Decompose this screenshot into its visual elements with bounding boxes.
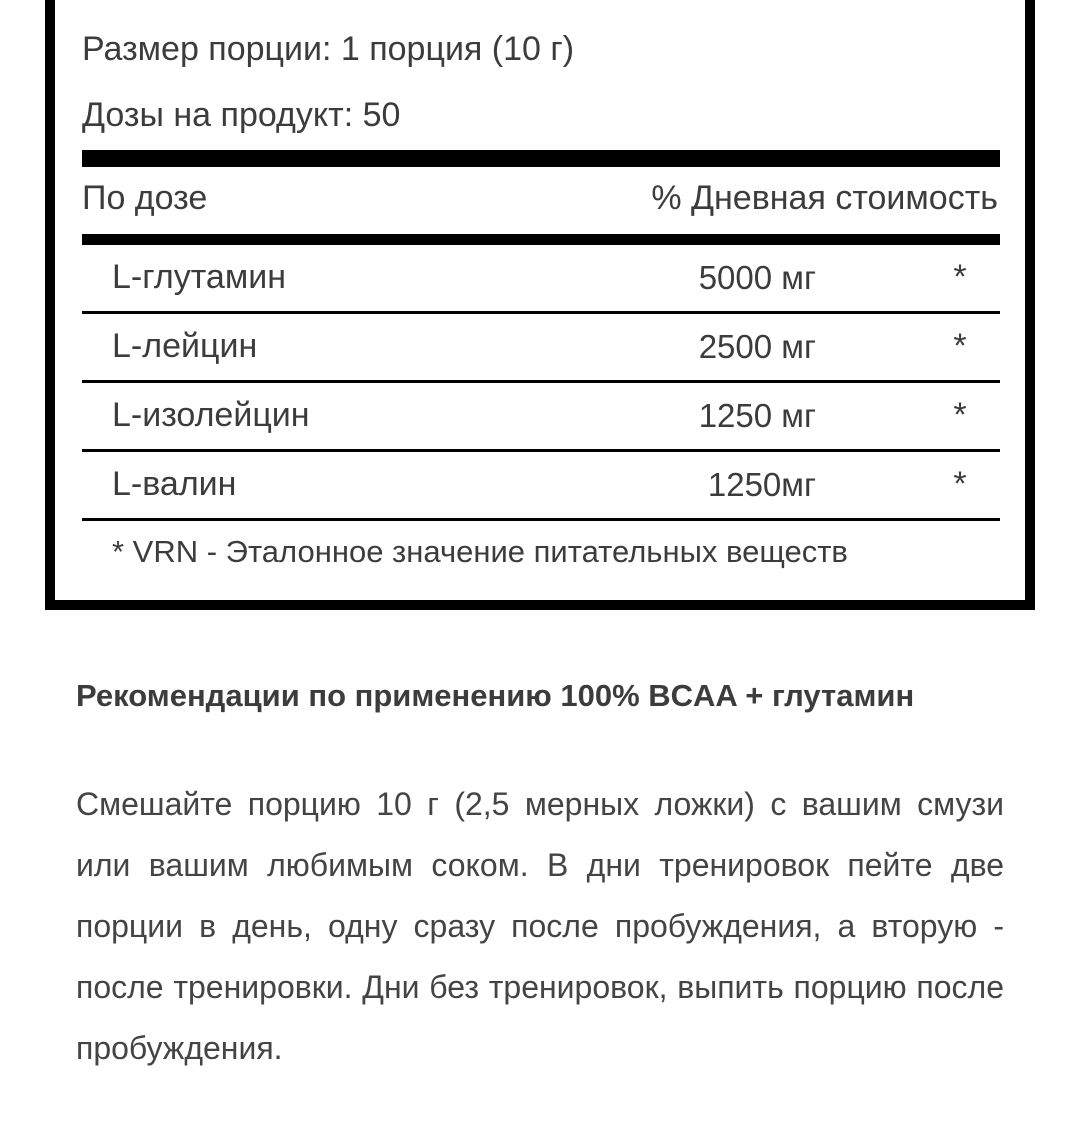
column-header-per-serving: По дозе: [82, 179, 208, 217]
nutrient-amount-glutamine: 5000 мг: [698, 259, 816, 296]
thick-divider: [82, 150, 1000, 167]
recommendations-title: Рекомендации по применению 100% BCAA + глутамин: [76, 678, 915, 713]
nutrient-dv-leucine: *: [953, 327, 967, 365]
recommendations-text: Смешайте порцию 10 г (2,5 мерных ложки) с вашим смузи или вашим любимым соком. В дни тренировок пейте две порции в день, одну сразу после пробуждения, а вторую - после тренировки. Дни без тренировок, выпить порцию после пробуждения.: [76, 786, 1004, 1066]
row-divider: [82, 449, 1000, 452]
nutrient-dv-valine: *: [953, 465, 967, 503]
footnote: * VRN - Эталонное значение питательных веществ: [112, 534, 848, 569]
row-divider: [82, 518, 1000, 521]
nutrient-name-isoleucine: L-изолейцин: [112, 396, 310, 434]
header-divider: [82, 234, 1000, 245]
nutrient-name-glutamine: L-глутамин: [112, 258, 286, 296]
row-divider: [82, 380, 1000, 383]
servings-per-container: Дозы на продукт: 50: [82, 96, 401, 134]
nutrient-dv-glutamine: *: [953, 258, 967, 296]
serving-size: Размер порции: 1 порция (10 г): [82, 30, 575, 68]
row-divider: [82, 311, 1000, 314]
supplement-facts-panel: [45, 0, 1035, 610]
nutrient-name-leucine: L-лейцин: [112, 327, 258, 365]
nutrient-amount-leucine: 2500 мг: [698, 328, 816, 365]
nutrient-amount-valine: 1250мг: [707, 466, 816, 503]
nutrient-amount-isoleucine: 1250 мг: [698, 397, 816, 434]
column-header-daily-value: % Дневная стоимость: [651, 179, 998, 217]
nutrient-dv-isoleucine: *: [953, 396, 967, 434]
nutrient-name-valine: L-валин: [112, 465, 237, 503]
